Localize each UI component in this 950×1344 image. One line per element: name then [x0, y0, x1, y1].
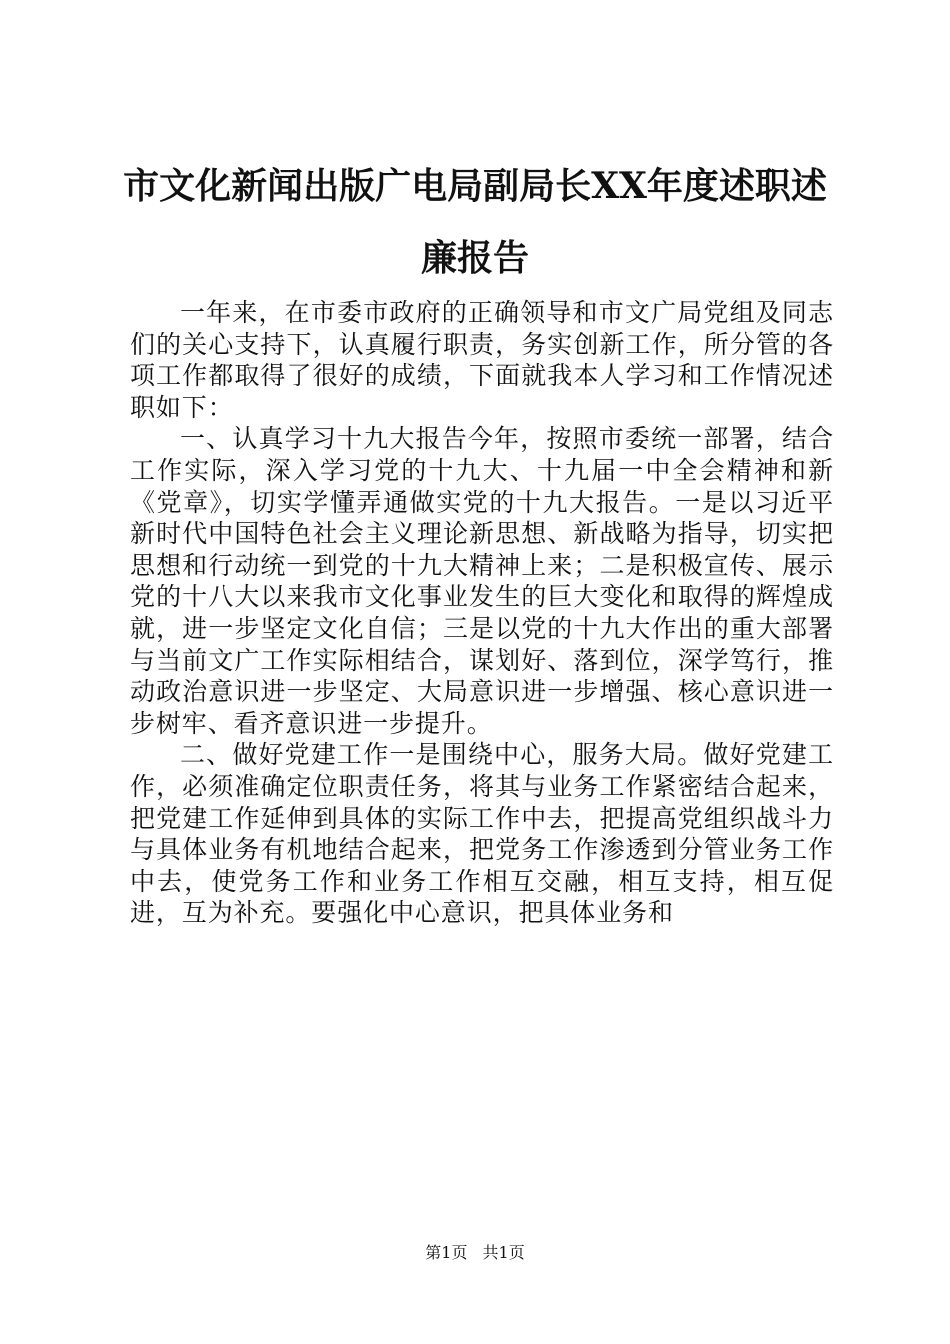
document-title-line-2: 廉报告 — [420, 237, 529, 279]
paragraph-study: 一、认真学习十九大报告今年，按照市委统一部署，结合工作实际，深入学习党的十九大、十九届一中全会精神和新《党章》，切实学懂弄通做实党的十九大报告。一是以习近平新时代中国特色社会主义理论新思想、新战略为指导，切实把思想和行动统一到党的十九大精神上来；二是积极宣传、展示党的十八大以来我市文化事业发生的巨大变化和取得的辉煌成就，进一步坚定文化自信；三是以党的十九大作出的重大部署与当前文广工作实际相结合，谋划好、落到位，深学笃行，推动政治意识进一步坚定、大局意识进一步增强、核心意识进一步树牢、看齐意识进一步提升。 — [130, 424, 834, 738]
page-footer — [0, 1243, 950, 1263]
page-number-total: 共1页 — [482, 1243, 525, 1262]
paragraph-intro: 一年来，在市委市政府的正确领导和市文广局党组及同志们的关心支持下，认真履行职责，务实创新工作，所分管的各项工作都取得了很好的成绩，下面就我本人学习和工作情况述职如下： — [130, 298, 834, 422]
document-title-line-1: 市文化新闻出版广电局副局长XX年度述职述 — [123, 165, 827, 207]
page-number-current: 第1页 — [425, 1243, 468, 1262]
document-body — [130, 297, 834, 929]
paragraph-party-building: 二、做好党建工作一是围绕中心，服务大局。做好党建工作，必须准确定位职责任务，将其与业务工作紧密结合起来，把党建工作延伸到具体的实际工作中去，把提高党组织战斗力与具体业务有机地结合起来，把党务工作渗透到分管业务工作中去，使党务工作和业务工作相互交融，相互支持，相互促进，互为补充。要强化中心意识，把具体业务和 — [130, 740, 834, 928]
